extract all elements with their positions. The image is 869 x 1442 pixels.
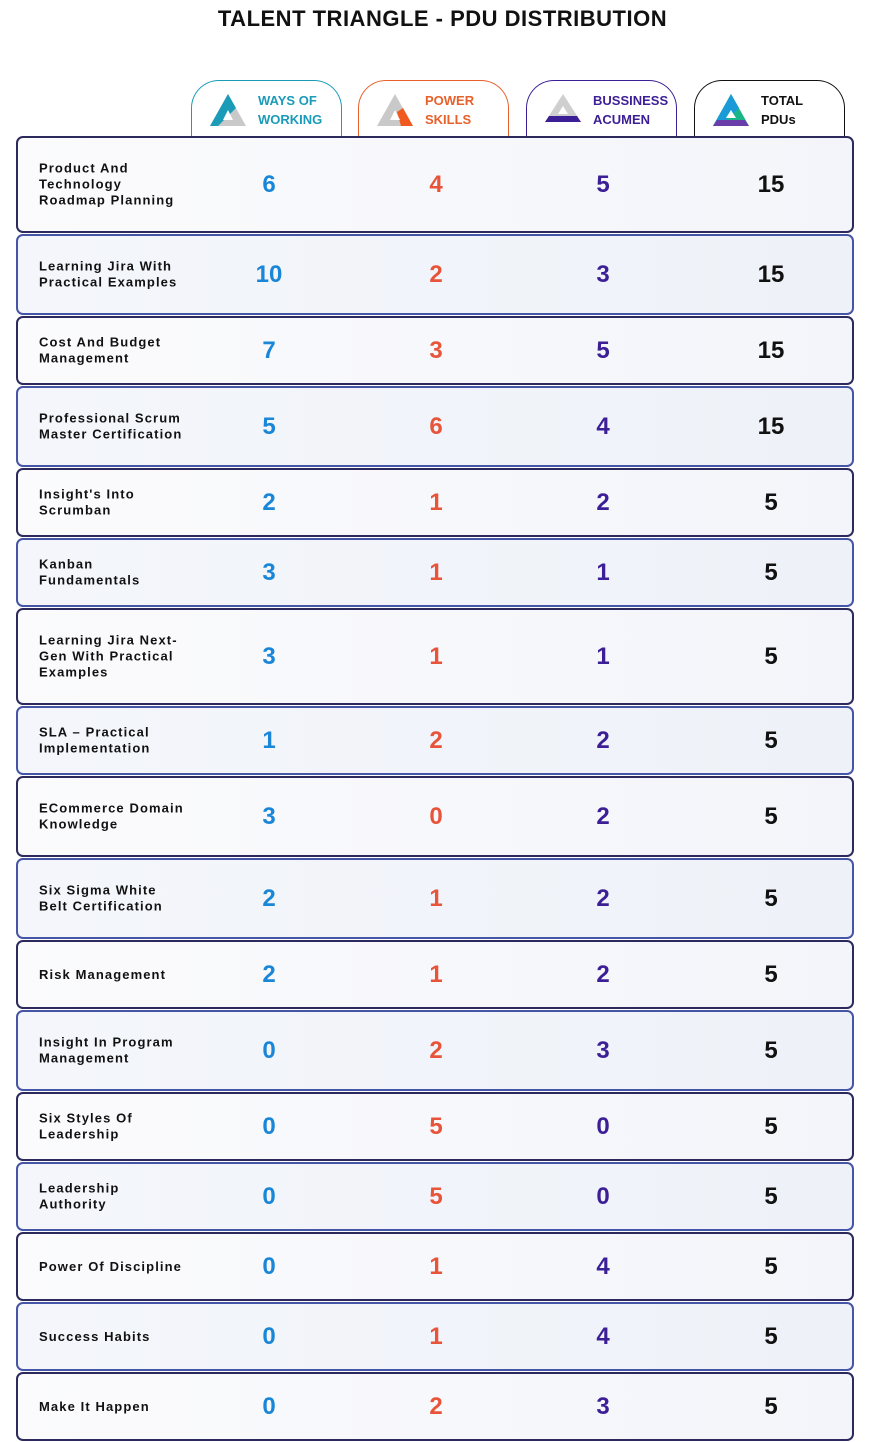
table-row	[16, 234, 854, 315]
ways-of-working-value: 6	[262, 170, 276, 198]
total-pdus-value: 5	[764, 960, 778, 988]
course-name: Make It Happen	[39, 1398, 150, 1414]
power-skills-value: 1	[429, 642, 443, 670]
pdu-table	[16, 136, 854, 1442]
course-name: Risk Management	[39, 966, 167, 982]
table-row	[16, 1232, 854, 1301]
column-label: WAYS OF WORKING	[258, 92, 323, 127]
power-skills-value: 5	[429, 1112, 443, 1140]
business-acumen-value: 1	[596, 642, 610, 670]
total-pdus-value: 5	[764, 1392, 778, 1420]
total-pdus-value: 15	[757, 170, 785, 198]
table-row	[16, 940, 854, 1009]
business-acumen-value: 4	[596, 1322, 610, 1350]
power-skills-value: 1	[429, 884, 443, 912]
power-skills-value: 2	[429, 1392, 443, 1420]
table-row	[16, 1010, 854, 1091]
business-acumen-value: 2	[596, 960, 610, 988]
total-pdus-value: 5	[764, 1036, 778, 1064]
total-pdus-value: 5	[764, 1252, 778, 1280]
power-skills-triangle-icon	[375, 92, 415, 128]
business-acumen-value: 2	[596, 802, 610, 830]
course-name: Learning Jira Next-Gen With Practical Examples	[39, 632, 178, 680]
table-row	[16, 706, 854, 775]
table-row	[16, 386, 854, 467]
ways-of-working-value: 7	[262, 336, 276, 364]
power-skills-value: 4	[429, 170, 443, 198]
business-acumen-value: 4	[596, 412, 610, 440]
total-pdus-value: 5	[764, 558, 778, 586]
course-name: Success Habits	[39, 1328, 151, 1344]
ways-of-working-value: 2	[262, 960, 276, 988]
ways-of-working-value: 3	[262, 558, 276, 586]
course-name: Six Sigma White Belt Certification	[39, 882, 163, 914]
table-row	[16, 1092, 854, 1161]
ways-of-working-value: 1	[262, 726, 276, 754]
course-name: Professional Scrum Master Certification	[39, 410, 183, 442]
power-skills-value: 1	[429, 960, 443, 988]
power-skills-value: 1	[429, 488, 443, 516]
total-pdus-value: 15	[757, 336, 785, 364]
ways-of-working-value: 0	[262, 1252, 276, 1280]
course-name: Insight In Program Management	[39, 1034, 174, 1066]
course-name: Leadership Authority	[39, 1180, 120, 1212]
power-skills-value: 2	[429, 726, 443, 754]
ways-of-working-value: 3	[262, 802, 276, 830]
table-row	[16, 858, 854, 939]
ways-of-working-value: 3	[262, 642, 276, 670]
business-acumen-value: 2	[596, 726, 610, 754]
total-pdus-value: 5	[764, 726, 778, 754]
course-name: Kanban Fundamentals	[39, 556, 141, 588]
ways-of-working-value: 0	[262, 1392, 276, 1420]
ways-of-working-value: 10	[255, 260, 283, 288]
business-acumen-value: 1	[596, 558, 610, 586]
ways-of-working-value: 0	[262, 1036, 276, 1064]
total-pdus-triangle-icon	[711, 92, 751, 128]
column-header-power-skills	[358, 80, 509, 138]
course-name: Power Of Discipline	[39, 1258, 182, 1274]
power-skills-value: 1	[429, 1252, 443, 1280]
ways-of-working-value: 0	[262, 1322, 276, 1350]
total-pdus-value: 5	[764, 642, 778, 670]
business-acumen-value: 2	[596, 884, 610, 912]
business-acumen-value: 5	[596, 336, 610, 364]
column-label: BUSSINESS ACUMEN	[593, 92, 669, 127]
power-skills-value: 1	[429, 558, 443, 586]
power-skills-value: 0	[429, 802, 443, 830]
total-pdus-value: 5	[764, 1112, 778, 1140]
total-pdus-value: 5	[764, 1322, 778, 1350]
column-header-total-pdus	[694, 80, 845, 138]
ways-of-working-value: 2	[262, 488, 276, 516]
page-title: TALENT TRIANGLE - PDU DISTRIBUTION	[217, 6, 668, 31]
power-skills-value: 2	[429, 1036, 443, 1064]
course-name: Learning Jira With Practical Examples	[39, 258, 178, 290]
business-acumen-value: 5	[596, 170, 610, 198]
table-row	[16, 608, 854, 705]
table-row	[16, 776, 854, 857]
ways-of-working-value: 0	[262, 1112, 276, 1140]
column-header-business-acumen	[526, 80, 677, 138]
course-name: SLA – Practical Implementation	[39, 724, 151, 756]
course-name: Product And Technology Roadmap Planning	[39, 160, 175, 208]
power-skills-value: 2	[429, 260, 443, 288]
column-label: POWER SKILLS	[425, 92, 475, 127]
ways-of-working-triangle-icon	[208, 92, 248, 128]
business-acumen-value: 4	[596, 1252, 610, 1280]
total-pdus-value: 15	[757, 412, 785, 440]
total-pdus-value: 5	[764, 884, 778, 912]
table-row	[16, 136, 854, 233]
course-name: Cost And Budget Management	[39, 334, 162, 366]
total-pdus-value: 5	[764, 488, 778, 516]
table-row	[16, 1302, 854, 1371]
power-skills-value: 6	[429, 412, 443, 440]
course-name: Insight's Into Scrumban	[39, 486, 135, 518]
business-acumen-value: 2	[596, 488, 610, 516]
power-skills-value: 3	[429, 336, 443, 364]
power-skills-value: 5	[429, 1182, 443, 1210]
table-row	[16, 316, 854, 385]
table-row	[16, 1162, 854, 1231]
business-acumen-value: 0	[596, 1182, 610, 1210]
ways-of-working-value: 2	[262, 884, 276, 912]
course-name: Six Styles Of Leadership	[39, 1110, 133, 1142]
column-label: TOTAL PDUs	[761, 92, 804, 127]
column-header-ways-of-working	[191, 80, 342, 138]
total-pdus-value: 5	[764, 1182, 778, 1210]
total-pdus-value: 15	[757, 260, 785, 288]
table-row	[16, 468, 854, 537]
ways-of-working-value: 0	[262, 1182, 276, 1210]
business-acumen-triangle-icon	[543, 92, 583, 128]
power-skills-value: 1	[429, 1322, 443, 1350]
table-row	[16, 1372, 854, 1441]
business-acumen-value: 3	[596, 1392, 610, 1420]
table-row	[16, 538, 854, 607]
business-acumen-value: 3	[596, 260, 610, 288]
business-acumen-value: 3	[596, 1036, 610, 1064]
total-pdus-value: 5	[764, 802, 778, 830]
ways-of-working-value: 5	[262, 412, 276, 440]
business-acumen-value: 0	[596, 1112, 610, 1140]
course-name: ECommerce Domain Knowledge	[39, 800, 184, 832]
